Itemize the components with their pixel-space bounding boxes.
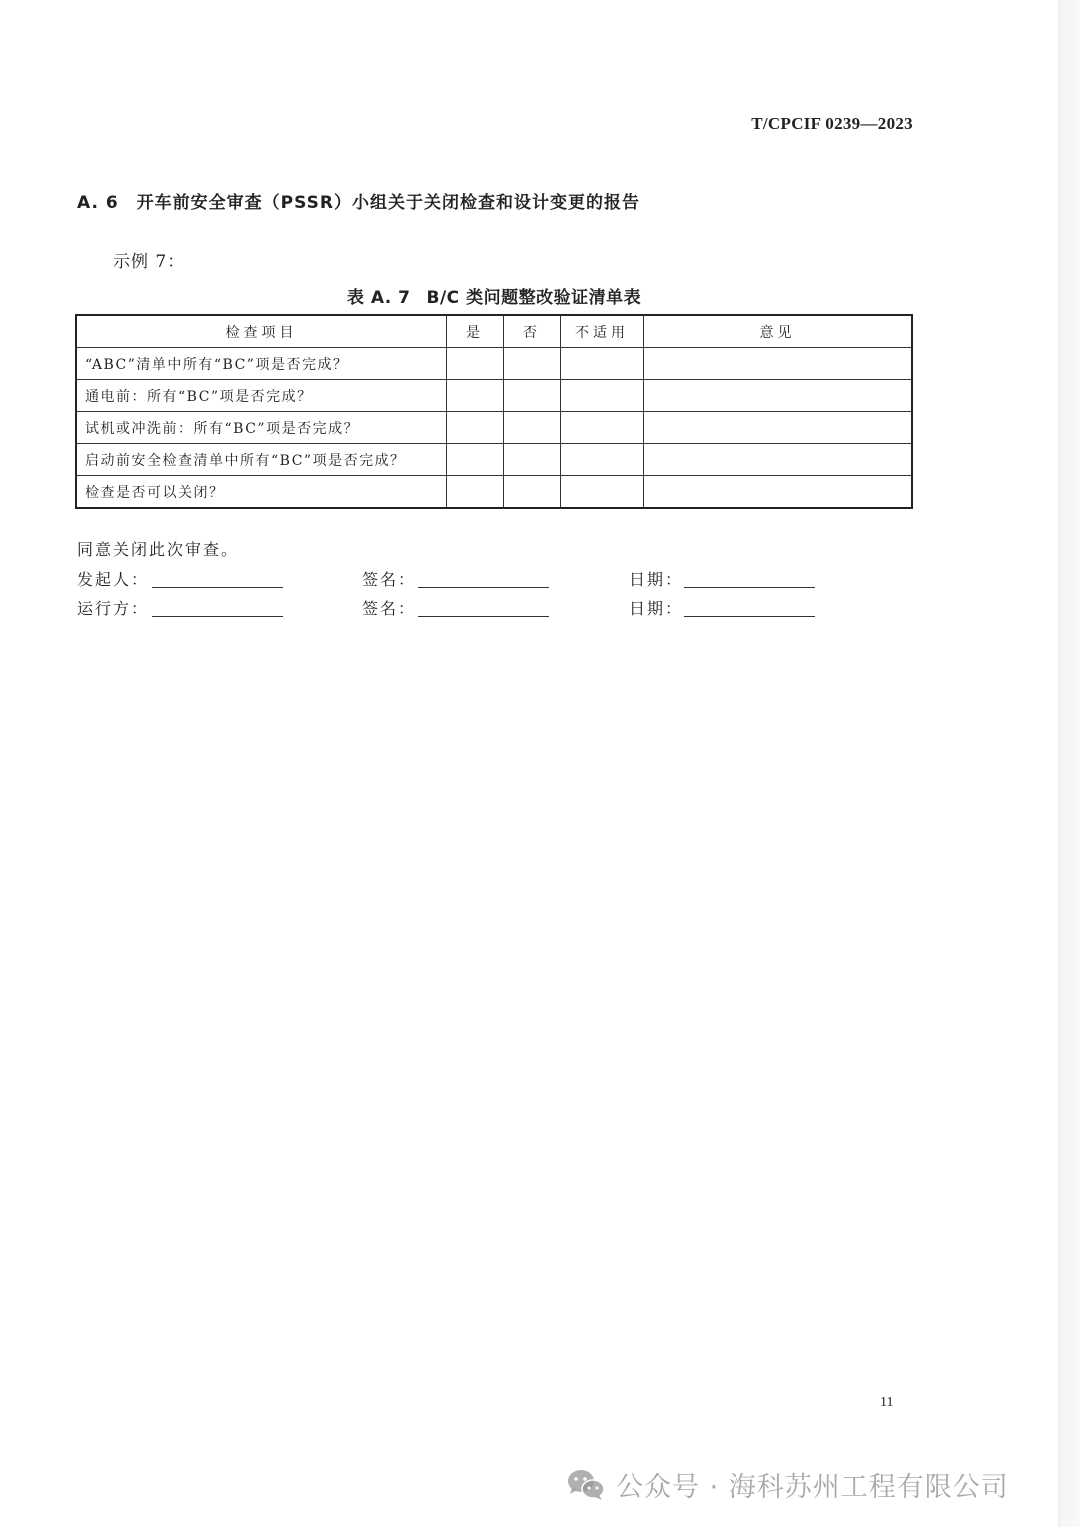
comments-cell [644, 476, 913, 509]
check-item-text: 通电前：所有“BC”项是否完成？ [76, 380, 447, 412]
comments-cell [644, 348, 913, 380]
no-cell [504, 444, 561, 476]
operator-sign-label: 签名： [362, 599, 417, 618]
example-label: 示例 7： [113, 252, 186, 272]
not-applicable-cell [561, 412, 644, 444]
check-item-text: 启动前安全检查清单中所有“BC”项是否完成？ [76, 444, 447, 476]
yes-cell [447, 444, 504, 476]
operator-sign-line [418, 616, 549, 617]
yes-cell [447, 380, 504, 412]
comments-cell [644, 444, 913, 476]
table-caption-title: B/C 类问题整改验证清单表 [426, 288, 642, 308]
table-row [76, 348, 912, 380]
comments-cell [644, 412, 913, 444]
header-not-applicable: 不适用 [561, 315, 644, 348]
operator-label: 运行方： [77, 599, 150, 618]
initiator-row [77, 567, 837, 596]
no-cell [504, 476, 561, 509]
yes-cell [447, 348, 504, 380]
table-row [76, 380, 912, 412]
no-cell [504, 380, 561, 412]
check-item-text: 试机或冲洗前：所有“BC”项是否完成？ [76, 412, 447, 444]
document-code: T/CPCIF 0239—2023 [751, 114, 913, 133]
agreement-statement: 同意关闭此次审查。 [77, 540, 240, 559]
wechat-icon [566, 1468, 606, 1502]
table-row [76, 476, 912, 509]
initiator-line [152, 587, 283, 588]
not-applicable-cell [561, 380, 644, 412]
check-item-text: 检查是否可以关闭？ [76, 476, 447, 509]
no-cell [504, 348, 561, 380]
table-row [76, 412, 912, 444]
initiator-label: 发起人： [77, 570, 150, 589]
header-yes: 是 [447, 315, 504, 348]
operator-date-label: 日期： [629, 599, 684, 618]
operator-date-line [684, 616, 815, 617]
signature-block [77, 538, 837, 625]
page-edge [1058, 0, 1080, 1527]
initiator-date-line [684, 587, 815, 588]
table-caption [0, 283, 988, 308]
watermark [566, 1465, 1009, 1504]
header-no: 否 [504, 315, 561, 348]
check-item-text: “ABC”清单中所有“BC”项是否完成？ [76, 348, 447, 380]
header-check-item: 检查项目 [76, 315, 447, 348]
no-cell [504, 412, 561, 444]
initiator-sign-label: 签名： [362, 570, 417, 589]
table-header-row [76, 315, 912, 348]
table-row [76, 444, 912, 476]
page-number: 11 [880, 1395, 894, 1410]
not-applicable-cell [561, 476, 644, 509]
operator-row [77, 596, 837, 625]
initiator-sign-line [418, 587, 549, 588]
not-applicable-cell [561, 444, 644, 476]
not-applicable-cell [561, 348, 644, 380]
comments-cell [644, 380, 913, 412]
verification-checklist-table [75, 314, 913, 509]
operator-line [152, 616, 283, 617]
table-caption-number: 表 A. 7 [346, 288, 411, 308]
section-heading [77, 188, 640, 213]
yes-cell [447, 412, 504, 444]
watermark-text: 公众号 · 海科苏州工程有限公司 [616, 1472, 1009, 1503]
header-comments: 意见 [644, 315, 913, 348]
yes-cell [447, 476, 504, 509]
initiator-date-label: 日期： [629, 570, 684, 589]
section-title: 开车前安全审查（PSSR）小组关于关闭检查和设计变更的报告 [136, 193, 640, 213]
section-number: A. 6 [77, 193, 119, 213]
